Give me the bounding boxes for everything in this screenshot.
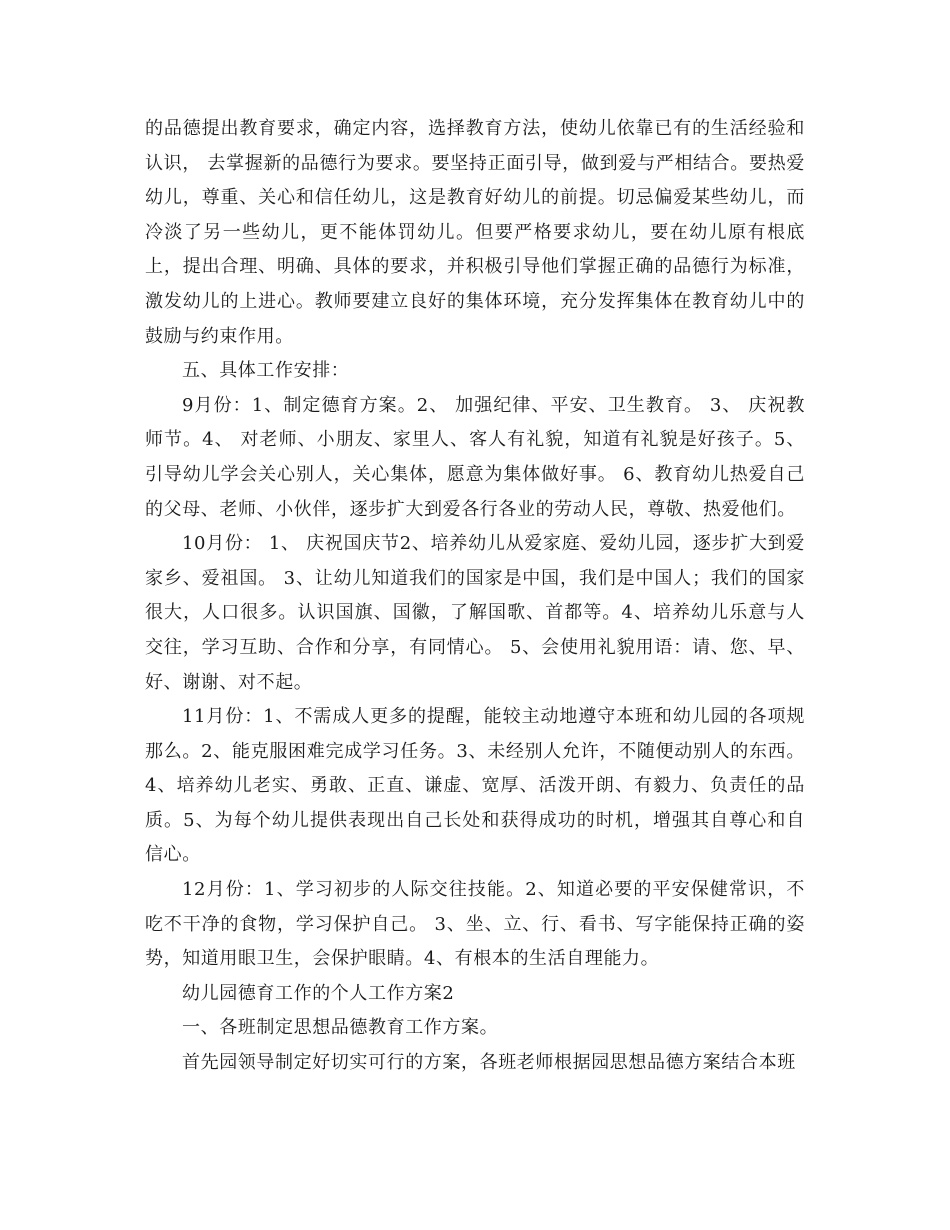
paragraph-september-plan: 9月份：1、制定德育方案。2、 加强纪律、平安、卫生教育。 3、 庆祝教师节。4、 对老师、小朋友、家里人、客人有礼貌，知道有礼貌是好孩子。5、 引导幼儿学会关心别人，关心集体，愿意为集体做好事。 6、教育幼儿热爱自己的父母、老师、小伙伴，逐步扩大到爱各行各业的劳动人民，尊敬、热爱他们。 bbox=[145, 394, 805, 520]
document-body bbox=[145, 112, 805, 1081]
paragraph-november-plan: 11月份：1、不需成人更多的提醒，能较主动地遵守本班和幼儿园的各项规那么。2、能克服困难完成学习任务。3、未经别人允许，不随便动别人的东西。4、培养幼儿老实、勇敢、正直、谦虚、宽厚、活泼开朗、有毅力、负责任的品质。5、为每个幼儿提供表现出自己长处和获得成功的时机，增强其自尊心和自信心。 bbox=[145, 706, 805, 866]
heading-work-arrangement: 五、具体工作安排： bbox=[182, 360, 350, 382]
paragraph-moral-education-principles: 的品德提出教育要求，确定内容，选择教育方法，使幼儿依靠已有的生活经验和认识， 去掌握新的品德行为要求。要坚持正面引导，做到爱与严相结合。要热爱幼儿，尊重、关心和信任幼儿，这是教育好幼儿的前提。切忌偏爱某些幼儿，而冷淡了另一些幼儿，更不能体罚幼儿。但要严格要求幼儿，要在幼儿原有根底上，提出合理、明确、具体的要求，并积极引导他们掌握正确的品德行为标准，激发幼儿的上进心。教师要建立良好的集体环境，充分发挥集体在教育幼儿中的鼓励与约束作用。 bbox=[145, 118, 805, 347]
heading-plan-2: 幼儿园德育工作的个人工作方案2 bbox=[182, 982, 455, 1004]
paragraph-december-plan: 12月份：1、学习初步的人际交往技能。2、知道必要的平安保健常识，不吃不干净的食物，学习保护自己。 3、坐、立、行、看书、写字能保持正确的姿势，知道用眼卫生，会保护眼睛。4、有根本的生活自理能力。 bbox=[145, 879, 805, 970]
paragraph-leadership-plan: 首先园领导制定好切实可行的方案，各班老师根据园思想品德方案结合本班 bbox=[182, 1052, 796, 1074]
heading-class-plan: 一、各班制定思想品德教育工作方案。 bbox=[182, 1017, 499, 1039]
paragraph-october-plan: 10月份： 1、 庆祝国庆节2、培养幼儿从爱家庭、爱幼儿园，逐步扩大到爱家乡、爱祖国。 3、让幼儿知道我们的国家是中国，我们是中国人；我们的国家很大，人口很多。认识国旗、国徽，了解国歌、首都等。4、培养幼儿乐意与人交往，学习互助、合作和分享，有同情心。 5、会使用礼貌用语：请、您、早、好、谢谢、对不起。 bbox=[145, 533, 805, 693]
